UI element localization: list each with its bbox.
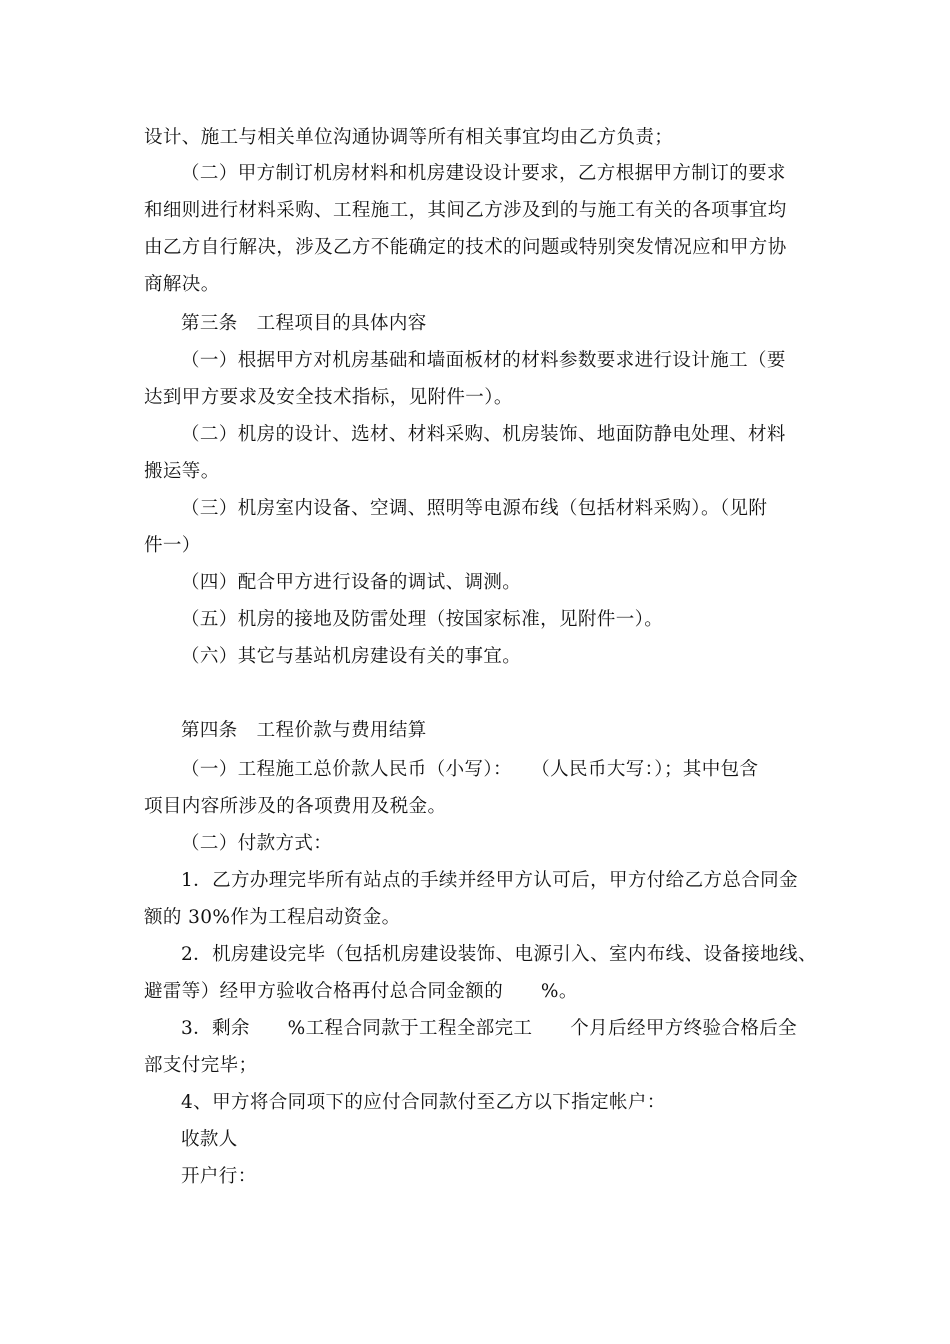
paragraph-line: （六）其它与基站机房建设有关的事宜。: [181, 646, 522, 667]
paragraph-line: 由乙方自行解决，涉及乙方不能确定的技术的问题或特别突发情况应和甲方协: [144, 237, 787, 258]
paragraph-line: （五）机房的接地及防雷处理（按国家标准，见附件一）。: [181, 609, 664, 630]
paragraph-line: （一）工程施工总价款人民币（小写）： （人民币大写：）；其中包含: [181, 759, 759, 780]
paragraph-line: （二）机房的设计、选材、材料采购、机房装饰、地面防静电处理、材料: [181, 424, 786, 445]
paragraph-line: 达到甲方要求及安全技术指标，见附件一）。: [144, 387, 513, 408]
paragraph-line: 项目内容所涉及的各项费用及税金。: [144, 796, 447, 817]
paragraph-line: 部支付完毕；: [144, 1055, 258, 1076]
paragraph-line: 额的 30%作为工程启动资金。: [144, 907, 401, 928]
field-label-payee: 收款人: [181, 1129, 238, 1150]
paragraph-line: 1．乙方办理完毕所有站点的手续并经甲方认可后，甲方付给乙方总合同金: [181, 870, 798, 891]
paragraph-line: （四）配合甲方进行设备的调试、调测。: [181, 572, 522, 593]
paragraph-line: 4、甲方将合同项下的应付合同款付至乙方以下指定帐户：: [181, 1092, 666, 1113]
paragraph-line: 件一）: [144, 535, 201, 556]
paragraph-line: 商解决。: [144, 274, 220, 295]
paragraph-line: 和细则进行材料采购、工程施工，其间乙方涉及到的与施工有关的各项事宜均: [144, 200, 787, 221]
section-heading: 第四条 工程价款与费用结算: [181, 720, 427, 741]
paragraph-line: （一）根据甲方对机房基础和墙面板材的材料参数要求进行设计施工（要: [181, 350, 786, 371]
paragraph-line: （二）付款方式：: [181, 833, 333, 854]
paragraph-line: 3．剩余 %工程合同款于工程全部完工 个月后经甲方终验合格后全: [181, 1018, 798, 1039]
paragraph-line: （二）甲方制订机房材料和机房建设设计要求，乙方根据甲方制订的要求: [181, 163, 786, 184]
paragraph-line: 2．机房建设完毕（包括机房建设装饰、电源引入、室内布线、设备接地线、: [181, 944, 817, 965]
paragraph-line: 避雷等）经甲方验收合格再付总合同金额的 %。: [144, 981, 578, 1002]
paragraph-line: （三）机房室内设备、空调、照明等电源布线（包括材料采购）。（见附: [181, 498, 768, 519]
field-label-bank: 开户行：: [181, 1166, 257, 1187]
paragraph-line: 搬运等。: [144, 461, 220, 482]
paragraph-line: 设计、施工与相关单位沟通协调等所有相关事宜均由乙方负责；: [144, 127, 674, 148]
section-heading: 第三条 工程项目的具体内容: [181, 313, 427, 334]
